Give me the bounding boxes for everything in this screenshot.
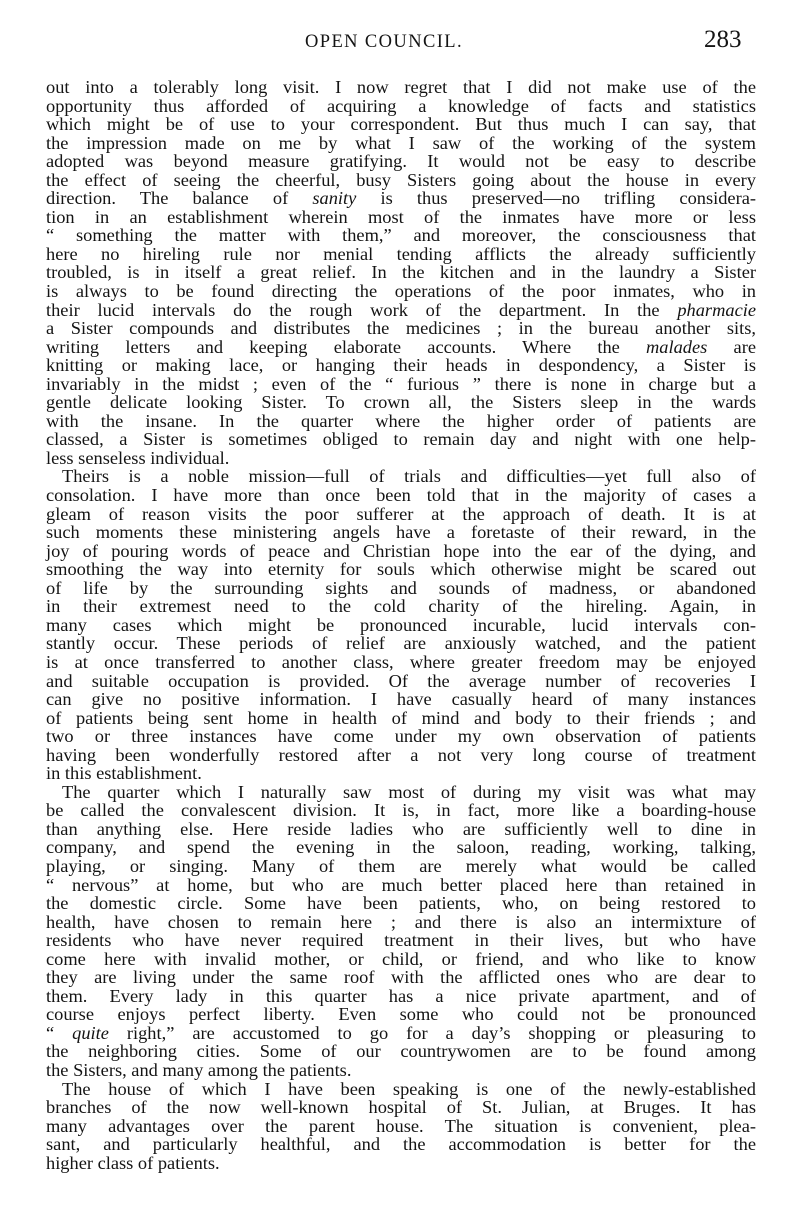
text-line: in their extremest need to the cold charity of the hireling. Again, in: [46, 596, 756, 617]
text-line: adopted was beyond measure gratifying. It would not be easy to describe: [46, 151, 756, 172]
text-line: can give no positive information. I have casually heard of many instances: [46, 689, 756, 710]
text-line: be called the convalescent division. It is, in fact, more like a boarding-house: [46, 800, 756, 821]
text-line: The house of which I have been speaking is one of the newly-established: [62, 1078, 756, 1099]
paragraph: [46, 783, 756, 1080]
text-line: come here with invalid mother, or child, or friend, and who like to know: [46, 948, 756, 969]
text-line: “ something the matter with them,” and moreover, the consciousness that: [46, 225, 756, 246]
text-line: the Sisters, and many among the patients.: [46, 1059, 352, 1080]
text-line: with the insane. In the quarter where the higher order of patients are: [46, 410, 756, 431]
text-line: many cases which might be pronounced incurable, lucid intervals con-: [46, 614, 756, 635]
text-line: consolation. I have more than once been told that in the majority of cases a: [46, 485, 756, 506]
paragraph: [46, 78, 756, 467]
text-line: opportunity thus afforded of acquiring a knowledge of facts and statistics: [46, 95, 756, 116]
text-line: tion in an establishment wherein most of the inmates have more or less: [46, 206, 756, 227]
page-number: 283: [704, 26, 742, 53]
text-line: course enjoys perfect liberty. Even some who could not be pronounced: [46, 1004, 756, 1025]
text-line: classed, a Sister is sometimes obliged to remain day and night with one help-: [46, 429, 756, 450]
text-line: writing letters and keeping elaborate accounts. Where the malades are: [46, 336, 756, 357]
paragraph: [46, 1080, 756, 1173]
text-line: direction. The balance of sanity is thus preserved—no trifling considera-: [46, 188, 756, 209]
text-line: sant, and particularly healthful, and the accommodation is better for the: [46, 1134, 756, 1155]
text-line: higher class of patients.: [46, 1152, 220, 1173]
text-line: a Sister compounds and distributes the medicines ; in the bureau another sits,: [46, 318, 756, 339]
text-line: less senseless individual.: [46, 447, 230, 468]
text-line: such moments these ministering angels have a foretaste of their reward, in the: [46, 522, 756, 543]
text-line: many advantages over the parent house. The situation is convenient, plea-: [46, 1115, 756, 1136]
text-line: the neighboring cities. Some of our countrywomen are to be found among: [46, 1041, 756, 1062]
text-line: the impression made on me by what I saw of the working of the system: [46, 132, 756, 153]
article-body: [46, 78, 756, 1172]
text-line: in this establishment.: [46, 763, 202, 784]
text-line: which might be of use to your correspondent. But thus much I can say, that: [46, 114, 756, 135]
text-line: smoothing the way into eternity for souls which otherwise might be scared out: [46, 559, 756, 580]
text-line: they are living under the same roof with the afflicted ones who are dear to: [46, 967, 756, 988]
text-line: company, and spend the evening in the saloon, reading, working, talking,: [46, 837, 756, 858]
running-title: OPEN COUNCIL.: [305, 32, 463, 52]
text-line: is always to be found directing the operations of the poor inmates, who in: [46, 281, 756, 302]
text-line: The quarter which I naturally saw most of during my visit was what may: [62, 781, 756, 802]
text-line: troubled, is in itself a great relief. In the kitchen and in the laundry a Sister: [46, 262, 756, 283]
text-line: health, have chosen to remain here ; and there is also an intermixture of: [46, 911, 756, 932]
text-line: gentle delicate looking Sister. To crown all, the Sisters sleep in the wards: [46, 392, 756, 413]
text-line: “ quite right,” are accustomed to go for a day’s shopping or pleasuring to: [46, 1022, 756, 1043]
text-line: of life by the surrounding sights and sounds of madness, or abandoned: [46, 577, 756, 598]
text-line: the domestic circle. Some have been patients, who, on being restored to: [46, 893, 756, 914]
text-line: two or three instances have come under my own observation of patients: [46, 726, 756, 747]
text-line: their lucid intervals do the rough work of the department. In the pharmacie: [46, 299, 756, 320]
text-line: them. Every lady in this quarter has a nice private apartment, and of: [46, 985, 756, 1006]
text-line: playing, or singing. Many of them are merely what would be called: [46, 855, 756, 876]
text-line: having been wonderfully restored after a not very long course of treatment: [46, 744, 756, 765]
text-line: Theirs is a noble mission—full of trials and difficulties—yet full also of: [62, 466, 756, 487]
running-head: [0, 22, 798, 62]
text-line: of patients being sent home in health of mind and body to their friends ; and: [46, 707, 756, 728]
text-line: and suitable occupation is provided. Of the average number of recoveries I: [46, 670, 756, 691]
text-line: branches of the now well-known hospital of St. Julian, at Bruges. It has: [46, 1097, 756, 1118]
text-line: the effect of seeing the cheerful, busy Sisters going about the house in every: [46, 169, 756, 190]
text-line: stantly occur. These periods of relief are anxiously watched, and the patient: [46, 633, 756, 654]
text-line: here no hireling rule nor menial tending afflicts the already sufficiently: [46, 243, 756, 264]
paragraph: [46, 467, 756, 782]
text-line: is at once transferred to another class, where greater freedom may be enjoyed: [46, 651, 756, 672]
text-line: out into a tolerably long visit. I now regret that I did not make use of the: [46, 77, 756, 97]
text-line: “ nervous” at home, but who are much better placed here than retained in: [46, 874, 756, 895]
text-line: than anything else. Here reside ladies who are sufficiently well to dine in: [46, 818, 756, 839]
text-line: gleam of reason visits the poor sufferer at the approach of death. It is at: [46, 503, 756, 524]
text-line: residents who have never required treatment in their lives, but who have: [46, 930, 756, 951]
text-line: invariably in the midst ; even of the “ furious ” there is none in charge but a: [46, 373, 756, 394]
text-line: joy of pouring words of peace and Christian hope into the ear of the dying, and: [46, 540, 756, 561]
text-line: knitting or making lace, or hanging their heads in despondency, a Sister is: [46, 355, 756, 376]
